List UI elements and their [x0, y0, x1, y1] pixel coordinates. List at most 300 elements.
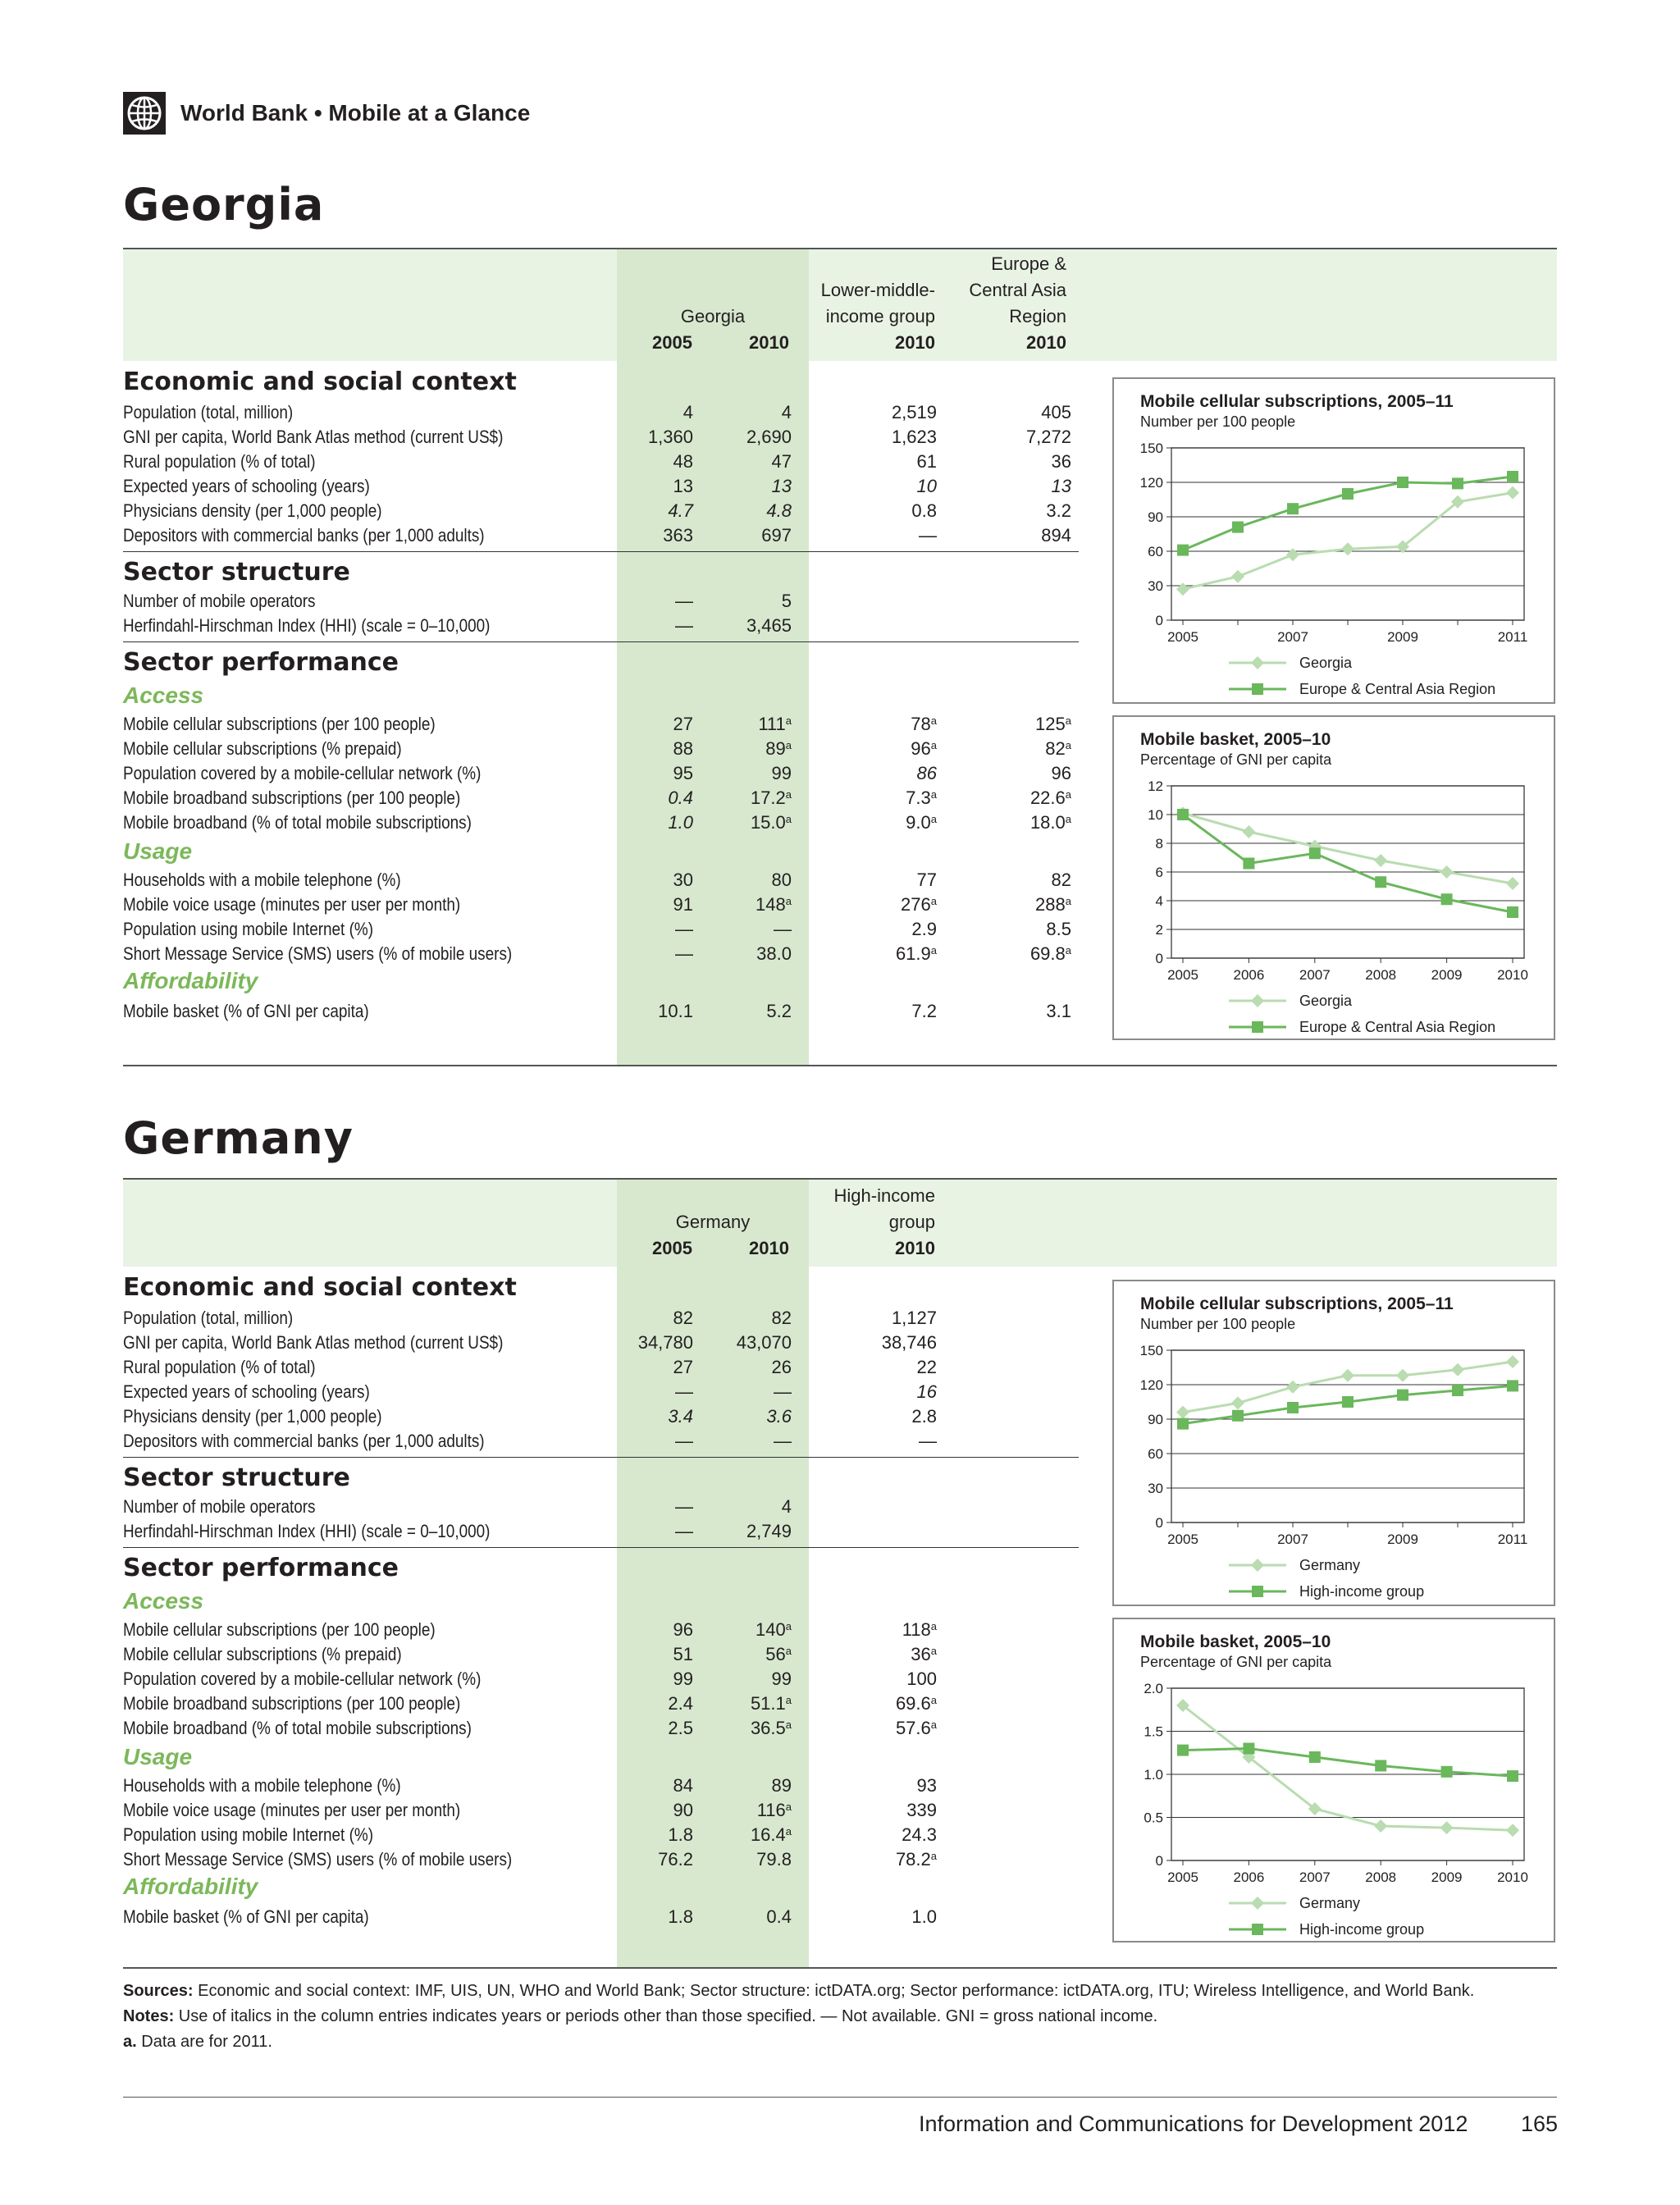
chart-title: Mobile cellular subscriptions, 2005–11 — [1140, 392, 1454, 411]
chart-title: Mobile basket, 2005–10 — [1140, 1632, 1331, 1651]
footnote-marker: a — [785, 1645, 792, 1657]
footnote-marker: a — [1065, 788, 1071, 801]
table-cell — [806, 1306, 937, 1331]
x-tick-label: 2009 — [1431, 1869, 1463, 1885]
table-row — [123, 810, 1075, 835]
data-point — [1441, 1766, 1453, 1778]
series-line — [1183, 1749, 1513, 1777]
data-point — [1177, 545, 1189, 556]
table-cell — [806, 1774, 937, 1798]
cell-value: 78 — [911, 714, 931, 734]
table-cell — [660, 1618, 792, 1642]
row-label: Mobile cellular subscriptions (% prepaid) — [123, 738, 402, 759]
row-label: Mobile voice usage (minutes per user per month) — [123, 1800, 461, 1820]
footnote-marker: a — [930, 1645, 937, 1657]
cell-value: 91 — [673, 894, 693, 915]
row-label: Population (total, million) — [123, 402, 294, 422]
row-label: Expected years of schooling (years) — [123, 476, 370, 496]
publication-title: Information and Communications for Development 2012 — [919, 2111, 1468, 2136]
footnote-marker: a — [930, 714, 937, 727]
y-tick-label: 2 — [1155, 922, 1163, 938]
chart-box — [1112, 377, 1555, 704]
cell-value: 96 — [911, 738, 931, 759]
row-label: Herfindahl-Hirschman Index (HHI) (scale = 0–10,000) — [123, 615, 491, 636]
cell-value: 99 — [771, 763, 792, 783]
data-point — [1177, 809, 1189, 820]
data-point — [1243, 1743, 1254, 1755]
basket-chart — [1114, 1619, 1554, 1941]
cell-value: 2.4 — [668, 1693, 693, 1714]
series-line — [1183, 1705, 1513, 1830]
row-label: GNI per capita, World Bank Atlas method (current US$) — [123, 427, 504, 447]
table-cell — [660, 1404, 792, 1429]
x-tick-label: 2006 — [1233, 1869, 1265, 1885]
table-cell — [660, 450, 792, 474]
row-label: Mobile basket (% of GNI per capita) — [123, 1906, 369, 1927]
legend-label: High-income group — [1299, 1583, 1425, 1600]
cell-value: 16 — [916, 1381, 937, 1402]
cell-value: 15.0 — [750, 812, 786, 833]
table-row — [123, 1495, 1075, 1519]
table-cell — [806, 786, 937, 810]
row-label: Mobile basket (% of GNI per capita) — [123, 1001, 369, 1021]
cell-value: 339 — [906, 1800, 937, 1820]
data-point — [1232, 1410, 1244, 1422]
cell-value: 0.4 — [766, 1906, 792, 1927]
cell-value: 2.5 — [668, 1718, 693, 1738]
section-title: Economic and social context — [123, 1273, 517, 1302]
footnote-marker: a — [930, 1719, 937, 1731]
data-point — [1507, 471, 1518, 482]
cell-value: 61.9 — [895, 943, 931, 964]
table-cell — [806, 761, 937, 786]
table-cell — [940, 810, 1071, 835]
table-cell — [940, 450, 1071, 474]
table-row — [123, 589, 1075, 614]
table-cell — [806, 425, 937, 450]
y-tick-label: 4 — [1155, 893, 1163, 909]
table-cell — [806, 999, 937, 1024]
y-tick-label: 2.0 — [1144, 1681, 1163, 1696]
row-label: Population (total, million) — [123, 1308, 294, 1328]
table-cell — [806, 868, 937, 892]
data-point — [1506, 1824, 1519, 1837]
cell-value: 93 — [916, 1775, 937, 1796]
footnote-marker: a — [1065, 739, 1071, 751]
table-cell — [660, 523, 792, 548]
cell-value: 4 — [781, 1496, 792, 1517]
divider — [123, 1065, 1557, 1066]
table-row — [123, 1404, 1075, 1429]
table-row — [123, 1380, 1075, 1404]
footnote-marker: a — [785, 788, 792, 801]
data-point — [1396, 1369, 1409, 1382]
cell-value: — — [675, 1496, 693, 1517]
cell-value: 4 — [781, 402, 792, 422]
table-row — [123, 400, 1075, 425]
y-tick-label: 1.0 — [1144, 1767, 1163, 1783]
table-cell — [806, 942, 937, 966]
data-point — [1374, 854, 1387, 867]
data-point — [1341, 1369, 1354, 1382]
data-point — [1342, 488, 1354, 500]
cell-value: 1,360 — [647, 427, 693, 447]
row-label: Depositors with commercial banks (per 1,000 adults) — [123, 525, 485, 546]
hi-column-header — [809, 1180, 940, 1267]
table-cell — [660, 999, 792, 1024]
subsection-title: Usage — [123, 1744, 193, 1769]
x-tick-label: 2007 — [1277, 1532, 1308, 1547]
data-point — [1507, 906, 1518, 918]
row-label: Physicians density (per 1,000 people) — [123, 1406, 382, 1427]
cell-value: 88 — [673, 738, 693, 759]
table-cell — [806, 1331, 937, 1355]
y-tick-label: 0.5 — [1144, 1810, 1163, 1826]
table-cell — [940, 474, 1071, 499]
legend-marker — [1251, 994, 1264, 1007]
cell-value: 82 — [673, 1308, 693, 1328]
data-point — [1375, 876, 1386, 888]
footnote-marker: a — [785, 1694, 792, 1706]
table-cell — [940, 400, 1071, 425]
x-tick-label: 2007 — [1277, 629, 1308, 645]
cell-value: 36 — [1051, 451, 1071, 472]
cell-value: 82 — [1051, 870, 1071, 890]
y-tick-label: 0 — [1155, 1853, 1163, 1869]
row-label: GNI per capita, World Bank Atlas method (current US$) — [123, 1332, 504, 1353]
y-tick-label: 0 — [1155, 613, 1163, 628]
table-cell — [940, 786, 1071, 810]
cell-value: 3,465 — [746, 615, 792, 636]
column-year: 2005 — [652, 1238, 692, 1258]
table-cell — [660, 1716, 792, 1741]
cell-value: 8.5 — [1046, 919, 1071, 939]
series-line — [1183, 493, 1513, 590]
x-tick-label: 2011 — [1497, 1532, 1528, 1547]
table-cell — [660, 712, 792, 737]
cell-value: 86 — [916, 763, 937, 783]
table-row — [123, 425, 1075, 450]
cell-value: 276 — [901, 894, 931, 915]
x-tick-label: 2008 — [1365, 1869, 1397, 1885]
table-cell — [806, 1429, 937, 1454]
cell-value: 7.3 — [906, 788, 931, 808]
sources-label: Sources: — [123, 1982, 194, 2000]
table-cell — [660, 425, 792, 450]
row-label: Mobile cellular subscriptions (% prepaid) — [123, 1644, 402, 1664]
cell-value: 116 — [756, 1800, 786, 1820]
legend-label: Germany — [1299, 1895, 1361, 1911]
y-tick-label: 8 — [1155, 836, 1163, 851]
row-label: Short Message Service (SMS) users (% of mobile users) — [123, 943, 513, 964]
row-label: Households with a mobile telephone (%) — [123, 870, 401, 890]
x-tick-label: 2008 — [1365, 967, 1397, 983]
table-cell — [940, 942, 1071, 966]
column-group-label: Germany — [675, 1212, 751, 1232]
legend-marker — [1252, 1586, 1263, 1597]
divider — [123, 1457, 1079, 1458]
cell-value: 51.1 — [750, 1693, 786, 1714]
germany-column-headers — [617, 1180, 809, 1267]
data-point — [1232, 522, 1244, 533]
data-point — [1451, 1363, 1464, 1376]
table-cell — [806, 1823, 937, 1847]
data-point — [1243, 858, 1254, 870]
cell-value: 89 — [771, 1775, 792, 1796]
cell-value: 5.2 — [766, 1001, 792, 1021]
footnote-marker: a — [1065, 944, 1071, 956]
cell-value: 24.3 — [902, 1824, 937, 1845]
y-tick-label: 150 — [1139, 1343, 1163, 1358]
cell-value: — — [675, 943, 693, 964]
table-row — [123, 786, 1075, 810]
row-label: Population covered by a mobile-cellular network (%) — [123, 763, 482, 783]
table-cell — [806, 1618, 937, 1642]
cell-value: 13 — [673, 476, 693, 496]
table-cell — [940, 425, 1071, 450]
section-title: Sector performance — [123, 648, 399, 677]
table-cell — [806, 1716, 937, 1741]
row-label: Population using mobile Internet (%) — [123, 919, 374, 939]
divider — [123, 1967, 1557, 1969]
y-tick-label: 30 — [1148, 1481, 1163, 1496]
footnote-a — [123, 2029, 1559, 2055]
y-tick-label: 0 — [1155, 1515, 1163, 1531]
sources-note — [123, 1979, 1559, 2004]
table-cell — [660, 1429, 792, 1454]
table-row — [123, 1618, 1075, 1642]
data-point — [1506, 1355, 1519, 1368]
data-point — [1287, 503, 1299, 514]
column-label: Lower-middle- — [820, 280, 935, 300]
column-year: 2005 — [652, 332, 692, 353]
page-header — [123, 92, 530, 135]
table-cell — [660, 1774, 792, 1798]
row-label: Rural population (% of total) — [123, 1357, 316, 1377]
cell-value: 125 — [1035, 714, 1066, 734]
cell-value: 16.4 — [750, 1824, 786, 1845]
country-title-georgia: Georgia — [123, 179, 325, 231]
cell-value: 89 — [765, 738, 786, 759]
table-cell — [660, 810, 792, 835]
table-cell — [806, 892, 937, 917]
divider — [123, 1547, 1079, 1548]
table-cell — [806, 1798, 937, 1823]
x-tick-label: 2006 — [1233, 967, 1265, 983]
x-tick-label: 2009 — [1387, 629, 1418, 645]
cell-value: 3.1 — [1046, 1001, 1071, 1021]
legend-label: Germany — [1299, 1557, 1361, 1573]
table-cell — [660, 400, 792, 425]
cell-value: 90 — [673, 1800, 693, 1820]
table-cell — [660, 499, 792, 523]
cell-value: 697 — [761, 525, 792, 546]
data-point — [1309, 1751, 1321, 1763]
table-cell — [940, 917, 1071, 942]
cell-value: 111 — [758, 714, 786, 734]
cell-value: — — [675, 1521, 693, 1541]
column-label: income group — [825, 306, 935, 326]
cell-value: 100 — [906, 1669, 937, 1689]
cell-value: 0.4 — [668, 788, 693, 808]
column-group-label: Georgia — [680, 306, 746, 326]
data-point — [1506, 486, 1519, 500]
cell-value: — — [919, 1431, 937, 1451]
cell-value: 7,272 — [1025, 427, 1071, 447]
cell-value: — — [774, 1431, 792, 1451]
y-tick-label: 10 — [1148, 807, 1163, 823]
legend-marker — [1252, 1924, 1263, 1935]
table-cell — [806, 1642, 937, 1667]
table-cell — [660, 1355, 792, 1380]
table-cell — [806, 474, 937, 499]
cell-value: 22.6 — [1029, 788, 1066, 808]
notes-text: Use of italics in the column entries indicates years or periods other than those specified. — Not available. GNI = gross national income. — [178, 2007, 1158, 2025]
table-row — [123, 1716, 1075, 1741]
table-row — [123, 523, 1075, 548]
row-label: Expected years of schooling (years) — [123, 1381, 370, 1402]
table-cell — [660, 1905, 792, 1929]
cell-value: 22 — [916, 1357, 937, 1377]
cell-value: 57.6 — [895, 1718, 931, 1738]
x-tick-label: 2010 — [1497, 967, 1528, 983]
table-cell — [940, 999, 1071, 1024]
cell-value: 1,623 — [891, 427, 937, 447]
row-label: Population covered by a mobile-cellular network (%) — [123, 1669, 482, 1689]
cell-value: 1.0 — [668, 812, 693, 833]
chart-subtitle: Number per 100 people — [1140, 1316, 1296, 1332]
table-cell — [806, 1847, 937, 1872]
y-tick-label: 12 — [1148, 778, 1163, 794]
column-label: group — [888, 1212, 935, 1232]
table-cell — [940, 737, 1071, 761]
y-tick-label: 120 — [1139, 1377, 1163, 1393]
y-tick-label: 6 — [1155, 865, 1163, 880]
cell-value: 99 — [673, 1669, 693, 1689]
chart-box — [1112, 1280, 1555, 1606]
data-point — [1231, 570, 1244, 583]
subsection-title: Affordability — [123, 1874, 258, 1899]
table-row — [123, 1823, 1075, 1847]
footnote-marker: a — [1065, 813, 1071, 825]
footnote-marker: a — [930, 895, 937, 907]
row-label: Mobile voice usage (minutes per user per month) — [123, 894, 461, 915]
cell-value: 95 — [673, 763, 693, 783]
table-cell — [660, 1798, 792, 1823]
table-cell — [660, 1847, 792, 1872]
subsection-title: Access — [123, 1588, 204, 1614]
y-tick-label: 60 — [1148, 1446, 1163, 1462]
legend-marker — [1251, 1559, 1264, 1572]
table-cell — [660, 1331, 792, 1355]
data-point — [1342, 1396, 1354, 1408]
row-label: Mobile broadband (% of total mobile subscriptions) — [123, 812, 472, 833]
y-tick-label: 0 — [1155, 951, 1163, 966]
row-label: Herfindahl-Hirschman Index (HHI) (scale = 0–10,000) — [123, 1521, 491, 1541]
cell-value: 51 — [673, 1644, 693, 1664]
cell-value: 34,780 — [637, 1332, 693, 1353]
table-row — [123, 737, 1075, 761]
footnote-marker: a — [785, 1719, 792, 1731]
cell-value: — — [675, 615, 693, 636]
table-cell — [806, 1691, 937, 1716]
cell-value: 4.8 — [766, 500, 792, 521]
cell-value: — — [675, 1381, 693, 1402]
data-point — [1452, 1385, 1463, 1396]
cell-value: 80 — [771, 870, 792, 890]
country-title-germany: Germany — [123, 1112, 354, 1164]
table-row — [123, 942, 1075, 966]
cell-value: 4.7 — [668, 500, 693, 521]
table-row — [123, 712, 1075, 737]
table-cell — [806, 1905, 937, 1929]
chart-box — [1112, 1618, 1555, 1942]
table-row — [123, 1691, 1075, 1716]
notes-label: Notes: — [123, 2007, 175, 2025]
footnote-marker: a — [930, 788, 937, 801]
column-label: Central Asia — [969, 280, 1066, 300]
cell-value: 61 — [916, 451, 937, 472]
cell-value: 76.2 — [658, 1849, 693, 1869]
data-point — [1507, 1380, 1518, 1391]
table-row — [123, 761, 1075, 786]
cell-value: — — [675, 1431, 693, 1451]
footnote-a-label: a. — [123, 2033, 137, 2051]
cell-value: 2,519 — [891, 402, 937, 422]
table-cell — [660, 942, 792, 966]
subsection-title: Access — [123, 682, 204, 708]
chart-subtitle: Number per 100 people — [1140, 413, 1296, 430]
cell-value: 5 — [781, 591, 792, 611]
column-year: 2010 — [749, 332, 789, 353]
table-cell — [660, 737, 792, 761]
divider — [123, 641, 1079, 642]
column-year: 2010 — [749, 1238, 789, 1258]
section-title: Sector structure — [123, 558, 350, 587]
footnote-marker: a — [930, 1620, 937, 1632]
row-label: Number of mobile operators — [123, 1496, 316, 1517]
cell-value: 3.4 — [668, 1406, 693, 1427]
table-cell — [806, 712, 937, 737]
data-point — [1176, 1406, 1189, 1419]
x-tick-label: 2009 — [1387, 1532, 1418, 1547]
data-point — [1440, 865, 1454, 879]
footnote-marker: a — [930, 739, 937, 751]
table-cell — [660, 1380, 792, 1404]
legend-label: Europe & Central Asia Region — [1299, 1019, 1496, 1035]
legend-marker — [1251, 656, 1264, 669]
footnote-marker: a — [930, 1850, 937, 1862]
table-cell — [660, 614, 792, 638]
table-cell — [660, 1306, 792, 1331]
table-cell — [806, 450, 937, 474]
data-point — [1441, 893, 1453, 905]
row-label: Mobile broadband subscriptions (per 100 people) — [123, 1693, 461, 1714]
footnote-a-text: Data are for 2011. — [141, 2033, 272, 2051]
table-row — [123, 1306, 1075, 1331]
y-tick-label: 150 — [1139, 441, 1163, 456]
section-title: Sector structure — [123, 1463, 350, 1492]
cell-value: 96 — [1051, 763, 1071, 783]
table-cell — [660, 589, 792, 614]
cell-value: 2,749 — [746, 1521, 792, 1541]
cell-value: 69.6 — [895, 1693, 931, 1714]
table-cell — [806, 523, 937, 548]
cell-value: 30 — [673, 870, 693, 890]
data-point — [1341, 542, 1354, 555]
table-row — [123, 474, 1075, 499]
cell-value: 118 — [902, 1619, 931, 1640]
